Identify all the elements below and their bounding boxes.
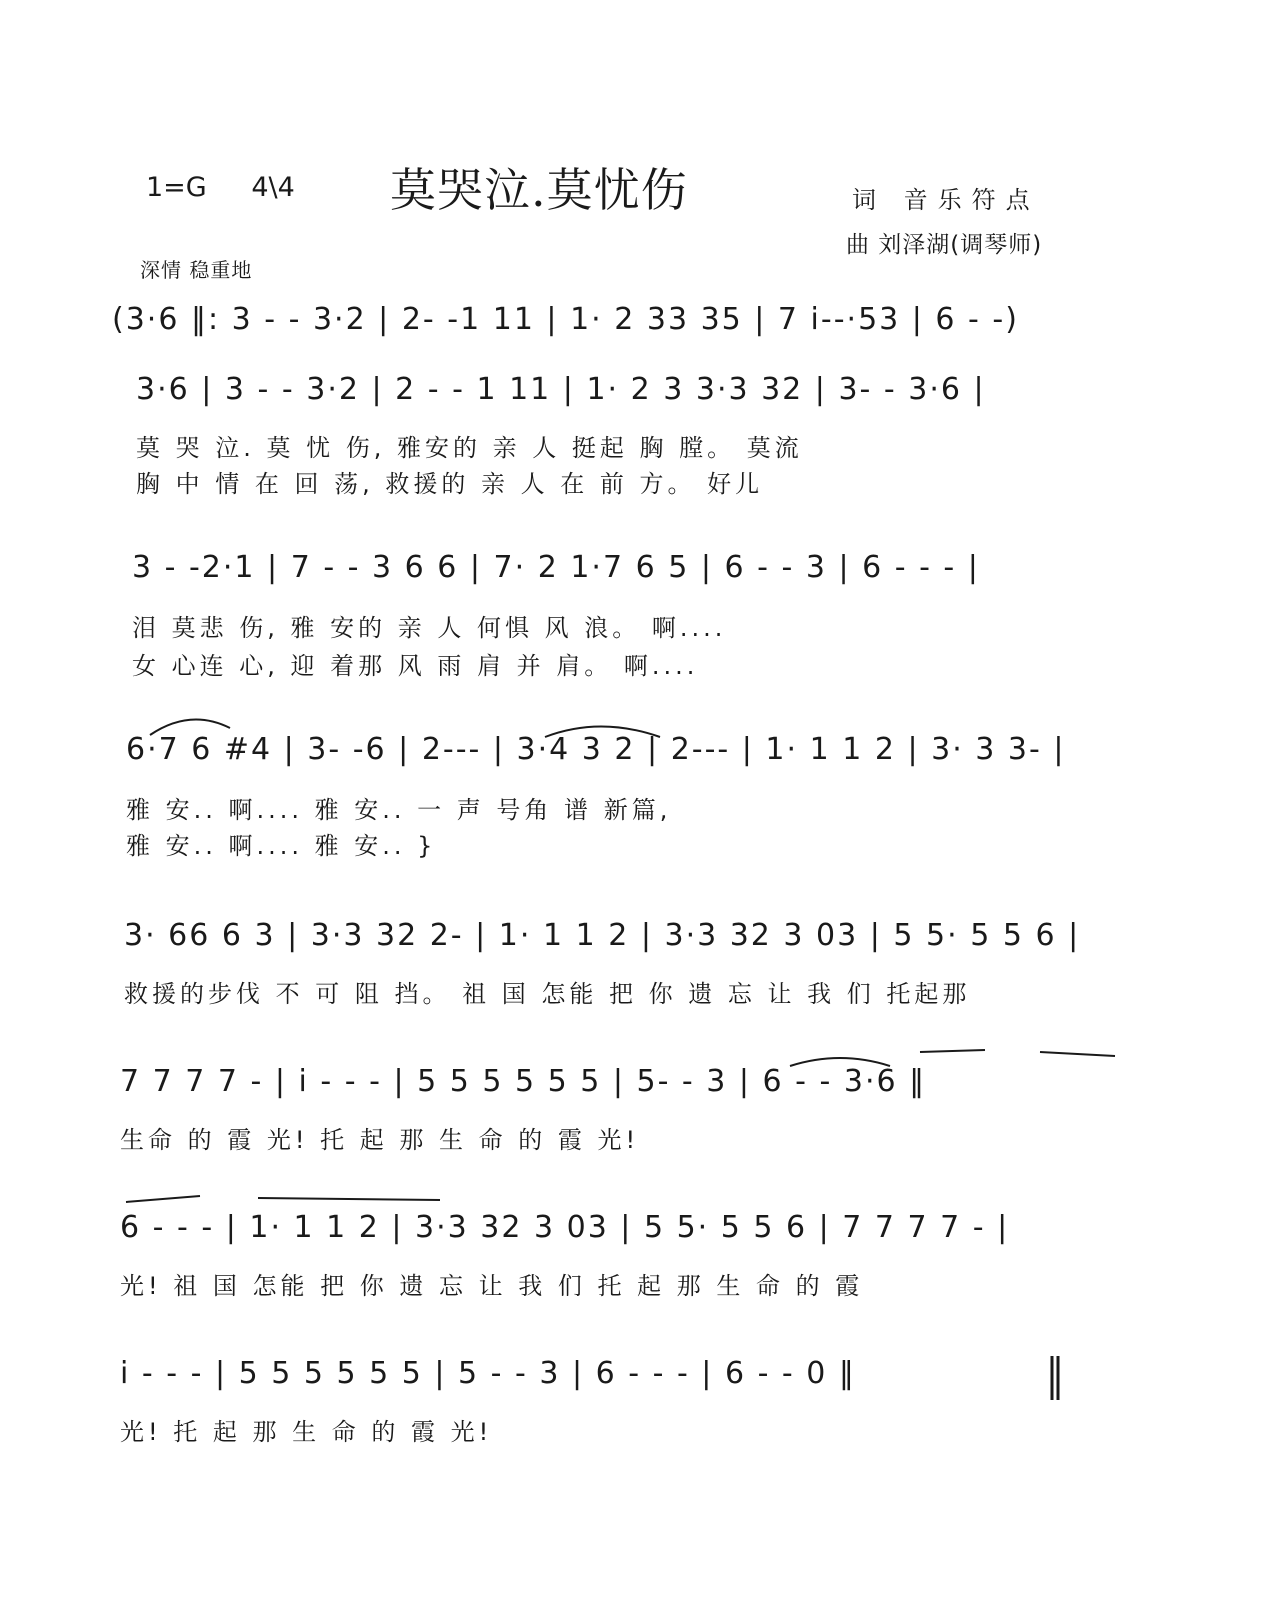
volta-line bbox=[1040, 1052, 1115, 1056]
lyric-line-6: 光! 祖 国 怎能 把 你 遗 忘 让 我 们 托 起 那 生 命 的 霞 bbox=[120, 1272, 864, 1300]
lyric-line-4: 救援的步伐 不 可 阻 挡。 祖 国 怎能 把 你 遗 忘 让 我 们 托起那 bbox=[124, 980, 971, 1008]
volta-line bbox=[258, 1198, 440, 1200]
lyric-line-7: 光! 托 起 那 生 命 的 霞 光! bbox=[120, 1418, 493, 1446]
lyric-verse2-line-2: 女 心连 心, 迎 着那 风 雨 肩 并 肩。 啊.... bbox=[132, 652, 699, 680]
lyric-verse1-line-2: 泪 莫悲 伤, 雅 安的 亲 人 何惧 风 浪。 啊.... bbox=[132, 614, 727, 642]
lyric-verse2-line-1: 胸 中 情 在 回 荡, 救援的 亲 人 在 前 方。 好儿 bbox=[136, 470, 764, 498]
notation-line-4: 3· 66 6 3 | 3·3 32 2- | 1· 1 1 2 | 3·3 32 3 03 | 5 5· 5 5 6 | bbox=[124, 918, 1081, 953]
slur-mark bbox=[545, 727, 660, 738]
notation-line-1: 3·6 | 3 - - 3·2 | 2 - - 1 11 | 1· 2 3 3·3 32 | 3- - 3·6 | bbox=[136, 372, 986, 407]
tempo-marking: 深情 稳重地 bbox=[140, 258, 253, 282]
notation-line-5: 7 7 7 7 - | i - - - | 5 5 5 5 5 5 | 5- - 3 | 6 - - 3·6 ‖ bbox=[120, 1064, 927, 1099]
notation-line-6: 6 - - - | 1· 1 1 2 | 3·3 32 3 03 | 5 5· 5 5 6 | 7 7 7 7 - | bbox=[120, 1210, 1010, 1245]
volta-line bbox=[126, 1196, 200, 1202]
time-signature: 4\4 bbox=[251, 172, 295, 203]
lyric-verse2-line-3: 雅 安.. 啊.... 雅 安.. } bbox=[126, 832, 437, 860]
slur-mark bbox=[790, 1058, 890, 1066]
notation-line-3: 6·7 6 #4 | 3- -6 | 2--- | 3·4 3 2 | 2--- | 1· 1 1 2 | 3· 3 3- | bbox=[126, 732, 1066, 767]
notation-line-7: i - - - | 5 5 5 5 5 5 | 5 - - 3 | 6 - - - | 6 - - 0 ‖ bbox=[120, 1356, 856, 1391]
notation-line-2: 3 - -2·1 | 7 - - 3 6 6 | 7· 2 1·7 6 5 | 6 - - 3 | 6 - - - | bbox=[132, 550, 980, 585]
lyricist-credit: 词 音乐符点 bbox=[852, 186, 1040, 214]
lyric-line-5: 生命 的 霞 光! 托 起 那 生 命 的 霞 光! bbox=[120, 1126, 640, 1154]
composer-credit: 曲 刘泽湖(调琴师) bbox=[846, 232, 1043, 258]
lyric-verse1-line-3: 雅 安.. 啊.... 雅 安.. 一 声 号角 谱 新篇, bbox=[126, 796, 672, 824]
slur-mark bbox=[150, 719, 230, 735]
volta-line bbox=[920, 1050, 985, 1052]
song-title: 莫哭泣.莫忧伤 bbox=[390, 163, 688, 217]
final-barline bbox=[1052, 1356, 1058, 1400]
lyric-verse1-line-1: 莫 哭 泣. 莫 忧 伤, 雅安的 亲 人 挺起 胸 膛。 莫流 bbox=[136, 434, 803, 462]
key-label: 1=G bbox=[146, 172, 207, 203]
notation-line-intro: (3·6 ‖: 3 - - 3·2 | 2- -1 11 | 1· 2 33 35 | 7 i--·53 | 6 - -) bbox=[112, 302, 1019, 337]
